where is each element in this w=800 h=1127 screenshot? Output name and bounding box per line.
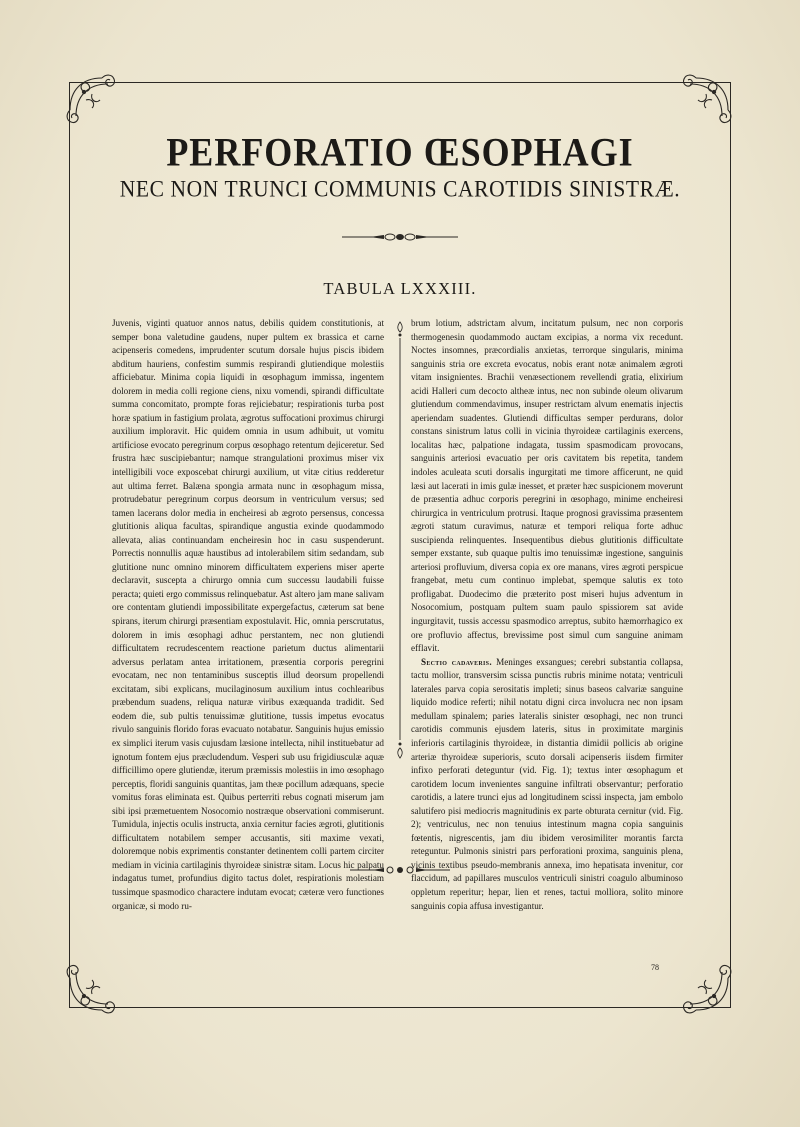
- page-number: 78: [651, 963, 659, 972]
- page-title: PERFORATIO ŒSOPHAGI: [166, 129, 634, 175]
- body-paragraph: brum lotium, adstrictam alvum, incitatum pulsum, nec non corporis thermogenesin quodammodo auctam excipias, a norma vix recedunt. Noctes insomnes, præcordialis anxietas, terrorque singularis, minima sanguinis stria ore excreta evocatus, nobis erant notæ animalem ægroti vitam insignientes. Brachii venæsectionem revellendi gratia, elixirium acidi Halleri cum decocto altheæ intus, nec non subinde oleum olivarum glutiendum commendavimus, insuper restrictam alvum enematis injectis aperiendam suadentes. Glutiendi difficultas semper perdurans, dolor constans sinistrum latus colli in vicinia thyroideæ cartilaginis exercens, localitas hæc, palpatione indagata, tussim spasmodicam provocans, sanguinis arteriosi evacuatio per oris cavitatem bis repetita, tandem indoles aculeata scuti dorsalis ingurgitati me timore afficerunt, ne quid læsi aut lacerati in imis gulæ inesset, et præter hæc suspicionem moverunt de præsentia adhuc corporis peregrini in œsophago, minime encheiresi chirurgica in ventriculum protrusi. Itaque prognosi gravissima præsentem ægroti statum curavimus, naturæ et tempori reliqua forte adhuc suscipienda relinquentes. Insequentibus diebus glutitionis difficultate semper exstante, sub quaque pultis imo tenuissimæ ingestione, sanguinis arteriosi profluvium, diversa copia ex ore manans, vires ægroti perspicue frangebat, metu cum continuo implebat, spemque salutis ex toto profligabat. Duodecimo die præterito post miseri hujus adventum in Nosocomium, postquam pultem suam paulo spissiorem sat avide ingurgitavit, tussis accessu spasmodico arreptus, subito hæmorrhagico ex ore profluvio affectus, brevissime post simul cum sanguine animam efflavit.: [411, 318, 683, 654]
- body-paragraph: Juvenis, viginti quatuor annos natus, debilis quidem constitutionis, at semper bona valetudine gaudens, nuper pultem ex brassica et carne acipenseris comedens, imprudenter scutum dorsale hujus piscis ibidem abditum hauriens, confestim summis respirandi glutiendique molestiis afficiebatur. Minima copia liquidi in œsophagum immissa, ingentem dolorem in media colli regione ciens, nixu vomendi, spirandi difficultate summa concomitato, prompte foras rejiciebatur; respirationis turba post horæ spatium in fastigium prolata, ægrotus suffocationi proximus chirurgi auxilium imploravit. Hic quidem omnia in usum adhibuit, ut vomitu artificiose evocato peregrinum corpus œsophago retentum dejiceretur. Sed frustra hæc suscipiebantur; namque strangulationi proximus miser vix intelligibili voce exposcebat chirurgi auxilium, ut vitæ citius redderetur aut ultima ferret. Balæna spongia armata nunc in œsophagum missa, protrudebatur peregrinum corpus deorsum in ventriculum versus; sed tamen lacerans dolor media in encheiresi ab ægroto persensus, concessa glutitionis aliqua facultas, spirandique angustia exinde quodammodo allevata, alias continuandam encheiresin hoc in casu suspenderunt. Porrectis nonnullis aquæ haustibus ad intolerabilem sitim sedandam, sub glutitione nunc omnino minorem difficultatem experiens miser aperte declaravit, suscepta a chirurgo omnia cum successu laudabili fuisse peracta; quieti ergo commissus relinquebatur. Ast altero jam mane salivam ore contentam glutiendi impossibilitate expergefactus, cæterum sat bene spirans, iterum chirurgi præsentiam expostulavit. Hic, omnia perscrutatus, dolorem in imis œsophagi adhuc perstantem, nec non glutiendi difficultatem recrudescentem reactione parietum ductus alimentarii adversus perlatam antea irritationem, præsentia corporis peregrini evocatam, nec non tentaminibus susceptis illud deorsum propellendi excitatam, sibi explicans, mucilaginosum auxilium intus cochlearibus præbendum suadens, reliqua naturæ viribus exæquanda tradidit. Sed eodem die, sub pultis tenuissimæ glutitione, tussis impetus evocatus rivulo sanguinis florido foras evacuato notabatur. Sanguinis hujus emissio ex simplici iterum vasis cujusdam læsione intellecta, nihil instituebatur ad ignotum fontem ejus præcludendum. Vesperi sub usu frigidiusculæ aquæ difficillimo opere glutiendæ, iterum præmissis molestiis in imo œsophago perceptis, floridi sanguinis quantitas, jam theæ pocillum adæquans, specie vomitus foras eliminata est. Quibus perterriti rebus cognati miserum jam sibi ipsi præmetuentem Nosocomio nostræque observationi commiserunt. Tumidula, injectis oculis instructa, anxia cernitur facies ægroti, glutitionis difficultatem notabilem semper accusantis, siti maxime vexati, doloremque nobis exprimentis constanter detinentem colli partem circiter mediam in vicinia cartilaginis thyroideæ sinistræ sitam. Locus hic palpatu indagatus tumet, profundius digito tactus dolet, respirationis molestiam tussimque spasmodico charactere indutam evocat; cæteræ vero functiones organicæ, si modo ru-: [112, 318, 384, 911]
- end-rule-ornament-icon: [348, 864, 452, 876]
- title-rule-ornament-icon: [340, 230, 460, 244]
- page-subtitle: NEC NON TRUNCI COMMUNIS CAROTIDIS SINISTRÆ.: [119, 175, 681, 203]
- text-column-left: [112, 317, 384, 913]
- corner-flourish-icon: [676, 70, 736, 130]
- column-divider-ornament-icon: [394, 320, 406, 760]
- autopsy-text: Meninges exsangues; cerebri substantia collapsa, tactu mollior, transversim scissa punctis rubris minime notata; ventriculi laterales parva copia serositatis impleti; sinus baseos calvariæ sanguine liquido modice referti; nihil notatu digni circa involucra nec non ipsam medullam spinalem; paries lateralis sinister œsophagi, nec non trunci carotidis communis ejusdem lateris, situs in proximitate marginis inferioris cartilaginis thyroideæ, in distantia dimidii pollicis ab origine arteriæ thyroideæ superioris, scuto dorsali acipenseris iisdem firmiter infixo perforati deteguntur (vid. Fig. 1); textus inter œsophagum et carotidem locum invenientes sanguine infiltrati observantur; perforatio carotidis, a latere trunci ejus ad longitudinem scissi inspecta, jam embolo salutifero pisi mediocris magnitudinis ex parte obturata cernitur (vid. Fig. 2); ventriculus, nec non tenuius intestinum magna copia sanguinis fœtentis, nigrescentis, jam diu ibidem verosimiliter morantis farcta reteguntur. Pulmonis sinistri pars perforationi proxima, sanguinis plena, vicinis textibus pseudo-membranis annexa, imo hepatisata invenitur, cor flaccidum, ad papillares musculos ventriculi sinistri coagulo albuminoso oppletum reperitur; hepar, lien et renes, tactui molliora, solito minore sanguinis copia affusa investigantur.: [411, 656, 683, 911]
- section-label: Sectio cadaveris.: [421, 656, 492, 667]
- corner-flourish-icon: [62, 958, 122, 1018]
- corner-flourish-icon: [62, 70, 122, 130]
- corner-flourish-icon: [676, 958, 736, 1018]
- plate-number-heading: TABULA LXXXIII.: [323, 279, 477, 298]
- text-column-right: [411, 317, 683, 913]
